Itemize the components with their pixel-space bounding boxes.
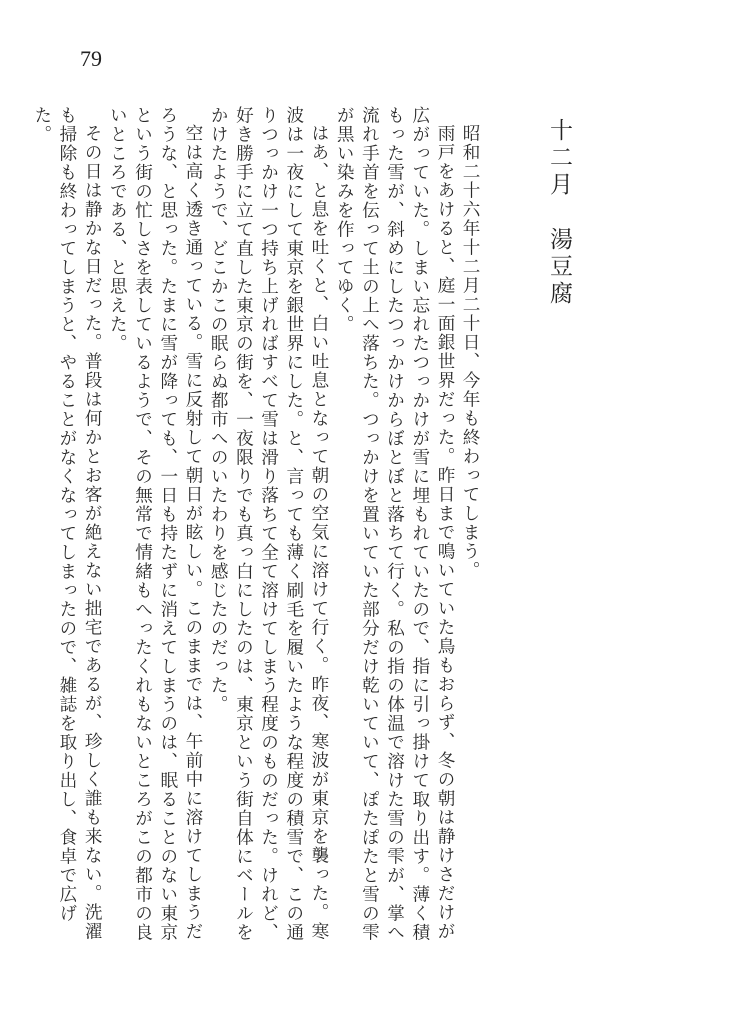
chapter-title (547, 118, 570, 308)
paragraph: 雨戸をあけると、庭一面銀世界だった。昨日まで鳴いていた鳥もおらず、冬の朝は静けさだけが広がっていた。しまい忘れたつっかけが雪に埋もれていたので、指に引っ掛けて取り出す。薄く積もった雪が、斜めにしたつっかけからぼとぼと落ちて行く。私の指の体温で溶けた雪の雫が、掌へ流れ手首を伝って土の上へ落ちた。つっかけを置いていた部分だけ乾いていて、ぽたぽたと雪の雫が黒い染みを作ってゆく。 (334, 106, 455, 942)
paragraph: はあ、と息を吐くと、白い吐息となって朝の空気に溶けて行く。昨夜、寒波が東京を襲った。寒波は一夜にして東京を銀世界にした。と、言っても薄く刷毛を履いたような程度の積雪で、この通りつっかけ一つ持ち上げればすべて雪は滑り落ちて全て溶けてしまう程度のものだった。けれど、好き勝手に立て直した東京の街を、一夜限りでも真っ白にしたのは、東京という街自体にベールをかけたようで、どこかこの眠らぬ都市へのいたわりを感じたのだった。 (208, 106, 329, 942)
paragraph: その日は静かな日だった。普段は何かとお客が絶えない拙宅であるが、珍しく誰も来ない。洗濯も掃除も終わってしまうと、やることがなくなってしまったので、雑誌を取り出し、食卓で広げた。 (31, 106, 103, 941)
body-text (29, 106, 457, 946)
page-number: 79 (80, 46, 102, 71)
chapter-title-month: 十二月 (546, 118, 572, 199)
chapter-title-subject: 湯豆腐 (546, 227, 572, 308)
date-line: 昭和二十六年十二月二十日、今年も終わってしまう。 (460, 124, 480, 580)
paragraph: 空は高く透き通っている。雪に反射して朝日が眩しい。このままでは、午前中に溶けてしまうだろうな、と思った。たまに雪が降っても、一日も持たずに消えてしまうのは、眠ることのない東京という街の忙しさを表しているようで、その無常で情緒もへったくれもないところがこの都市の良いところである、と思えた。 (107, 106, 203, 942)
